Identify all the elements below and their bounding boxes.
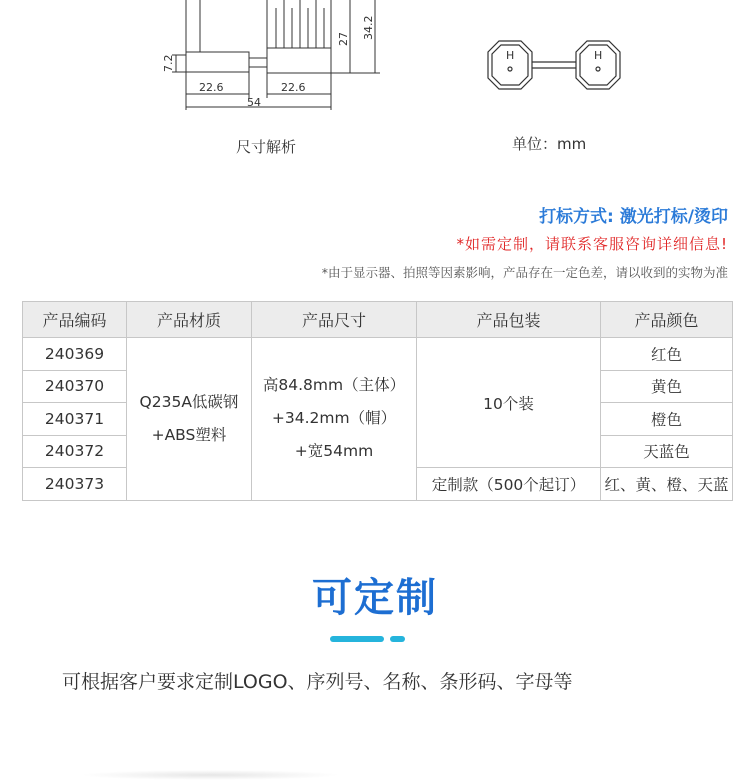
product-color: 天蓝色 [601,435,733,468]
title-accent-dot [390,636,405,642]
customize-contact-note: *如需定制，请联系客服咨询详细信息! [456,235,728,253]
size-line-1: 高84.8mm（主体） [262,376,406,395]
product-code: 240373 [23,468,127,501]
dim-total-width: 54 [247,96,261,109]
table-header-row [23,302,733,338]
left-head-dot [508,67,512,71]
header-size: 产品尺寸 [252,302,417,338]
caption-unit: 单位：mm [512,135,587,153]
color-disclaimer-note: *由于显示器、拍照等因素影响，产品存在一定色差，请以收到的实物为准 [321,265,728,280]
size-line-3: +宽54mm [294,442,374,461]
product-code: 240370 [23,370,127,403]
dim-neck-height: 7.2 [162,54,175,72]
header-code: 产品编码 [23,302,127,338]
left-head-mark: H [506,49,515,62]
table-row [23,338,733,371]
right-body [267,48,331,73]
caption-dimensions: 尺寸解析 [236,138,297,156]
product-code: 240369 [23,338,127,371]
left-body [186,52,249,72]
right-head-mark: H [594,49,603,62]
header-color: 产品颜色 [601,302,733,338]
dim-width-right: 22.6 [281,81,306,94]
dim-cap-height: 34.2 [362,15,375,40]
top-view-drawing [480,30,640,105]
neck [249,58,267,67]
packaging-standard: 10个装 [417,338,601,468]
marking-method-note: 打标方式: 激光打标/烫印 [539,207,728,227]
dim-width-left: 22.6 [199,81,224,94]
product-spec-table [22,301,733,501]
side-view-drawing [150,0,390,120]
product-color: 红、黄、橙、天蓝 [601,468,733,501]
right-head-dot [596,67,600,71]
header-packaging: 产品包装 [417,302,601,338]
product-color: 黄色 [601,370,733,403]
product-code: 240372 [23,435,127,468]
material-line-1: Q235A低碳钢 [139,392,239,411]
packaging-custom: 定制款（500个起订） [417,468,601,501]
product-code: 240371 [23,403,127,436]
header-material: 产品材质 [127,302,252,338]
product-color: 橙色 [601,403,733,436]
title-accent-bar [330,636,384,642]
product-image-edge [80,770,340,780]
material-cell [127,338,252,501]
material-line-2: +ABS塑料 [151,425,227,444]
customization-title: 可定制 [312,575,438,621]
size-cell [252,338,417,501]
product-color: 红色 [601,338,733,371]
size-line-2: +34.2mm（帽） [271,409,397,428]
dim-body-height: 27 [337,32,350,46]
customization-description: 可根据客户要求定制LOGO、序列号、名称、条形码、字母等 [62,671,573,693]
